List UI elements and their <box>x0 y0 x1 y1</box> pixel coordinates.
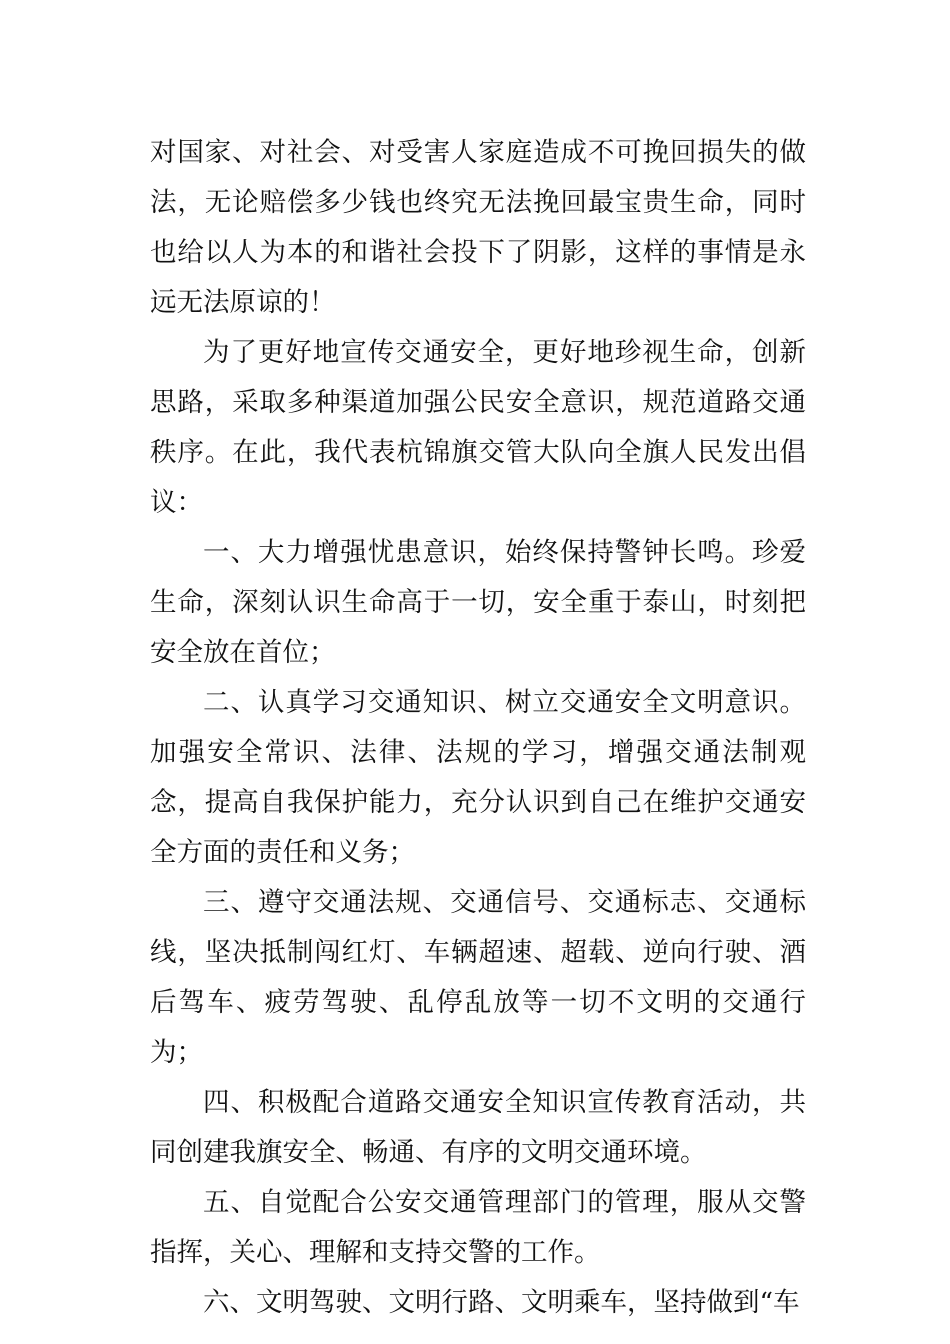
paragraph-item-5: 五、自觉配合公安交通管理部门的管理，服从交警指挥，关心、理解和支持交警的工作。 <box>150 1187 806 1268</box>
paragraph-item-1: 一、大力增强忧患意识，始终保持警钟长鸣。珍爱生命，深刻认识生命高于一切，安全重于泰山，时刻把安全放在首位； <box>150 537 806 668</box>
paragraph-item-3: 三、遵守交通法规、交通信号、交通标志、交通标线，坚决抵制闯红灯、车辆超速、超载、逆向行驶、酒后驾车、疲劳驾驶、乱停乱放等一切不文明的交通行为； <box>150 887 806 1068</box>
paragraph-intro-continuation: 对国家、对社会、对受害人家庭造成不可挽回损失的做法，无论赔偿多少钱也终究无法挽回最宝贵生命，同时也给以人为本的和谐社会投下了阴影，这样的事情是永远无法原谅的！ <box>150 137 806 318</box>
paragraph-item-2: 二、认真学习交通知识、树立交通安全文明意识。加强安全常识、法律、法规的学习，增强交通法制观念，提高自我保护能力，充分认识到自己在维护交通安全方面的责任和义务； <box>150 687 806 868</box>
document-body <box>150 128 806 1328</box>
paragraph-proposal-intro: 为了更好地宣传交通安全，更好地珍视生命，创新思路，采取多种渠道加强公民安全意识，规范道路交通秩序。在此，我代表杭锦旗交管大队向全旗人民发出倡议： <box>150 337 806 518</box>
paragraph-item-4: 四、积极配合道路交通安全知识宣传教育活动，共同创建我旗安全、畅通、有序的文明交通环境。 <box>150 1087 806 1168</box>
paragraph-item-6: 六、文明驾驶、文明行路、文明乘车，坚持做到“车 <box>203 1287 800 1318</box>
